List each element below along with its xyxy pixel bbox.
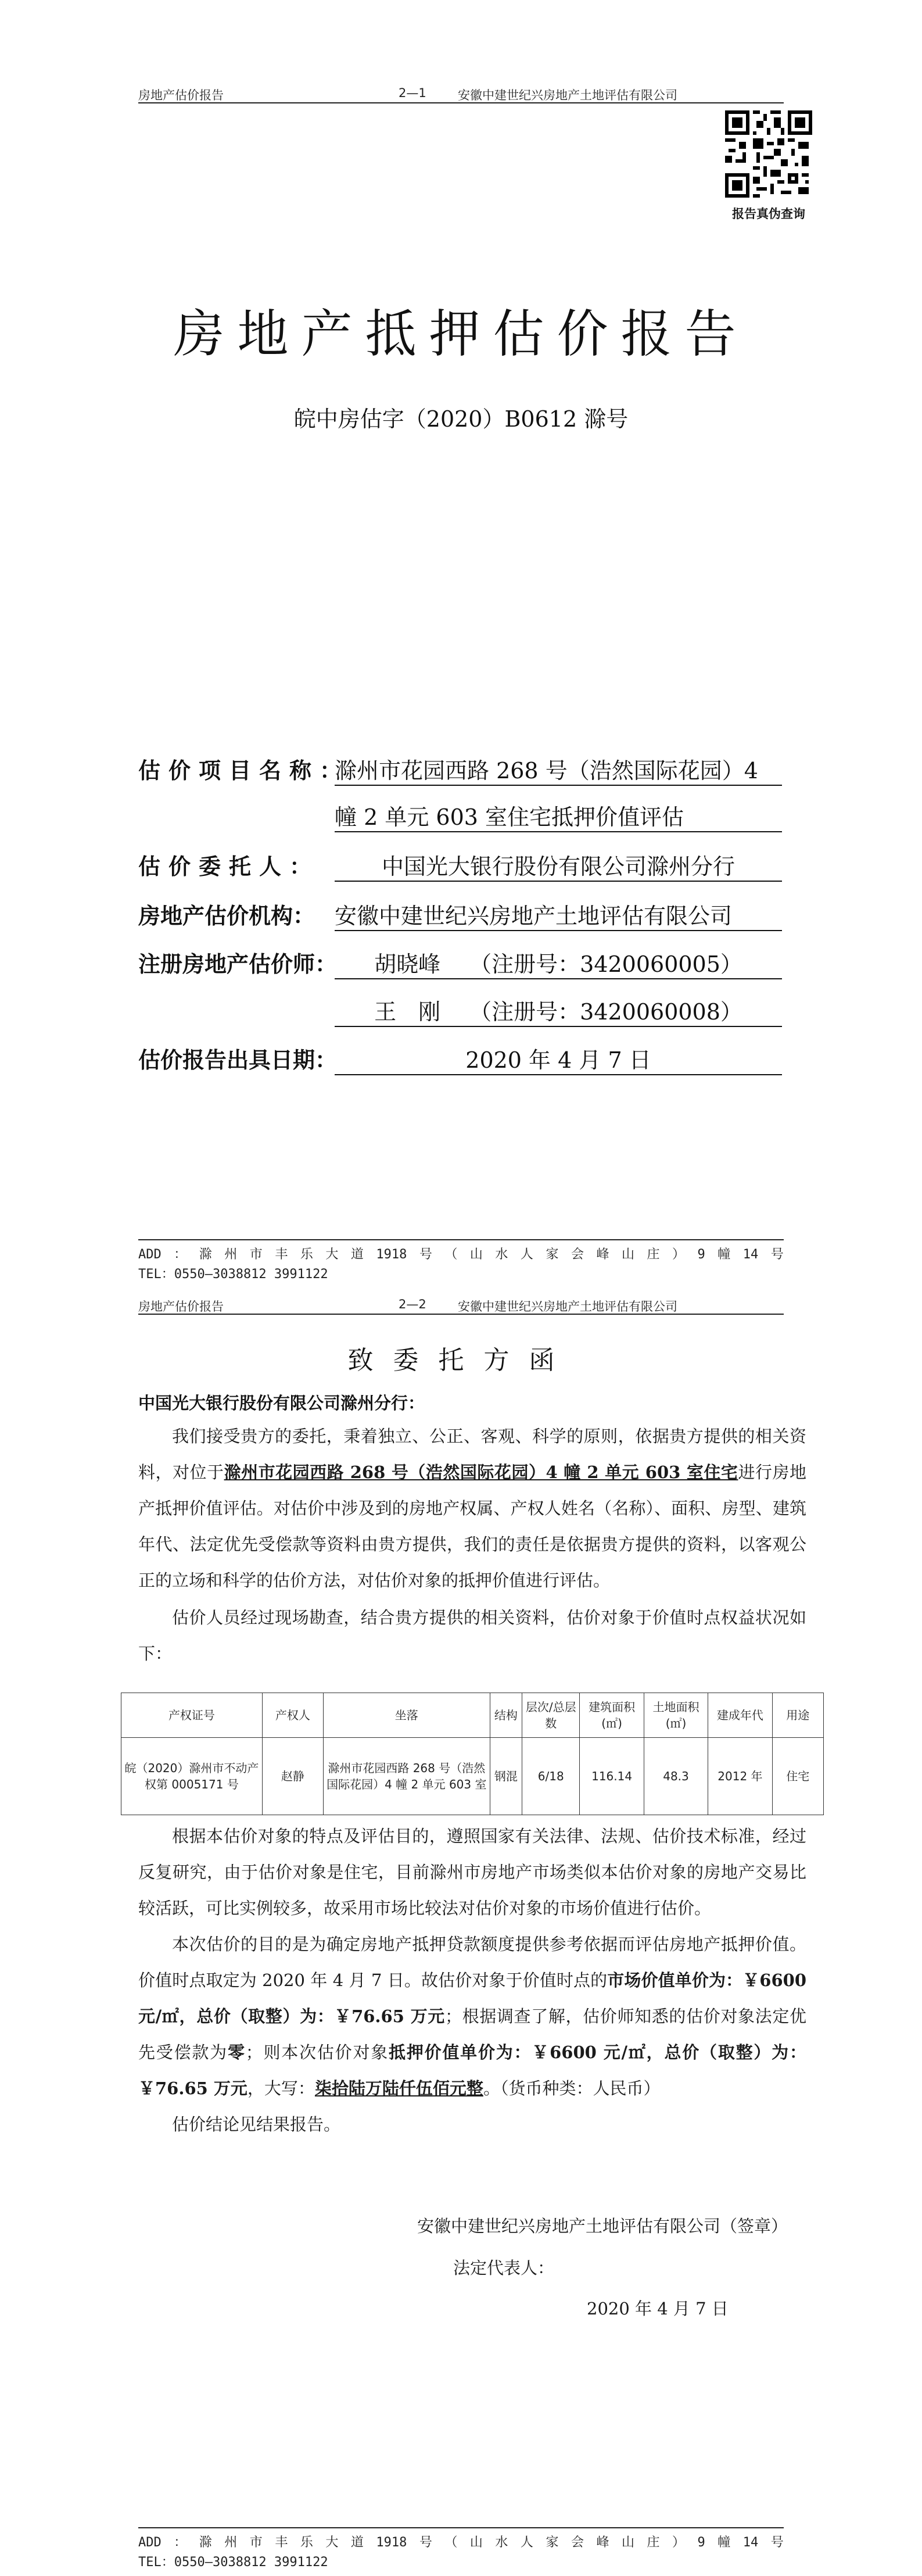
property-table <box>121 1693 824 1815</box>
header-company: 安徽中建世纪兴房地产土地评估有限公司 <box>458 1300 677 1314</box>
letter-paragraph-5 <box>138 2106 806 2142</box>
qr-code-icon[interactable] <box>725 110 812 198</box>
table-header-cell: 层次/总层数 <box>522 1693 580 1738</box>
p3-text: 根据本估价对象的特点及评估目的，遵照国家有关法律、法规、估价技术标准，经过反复研究，由于估价对象是住宅，目前滁州市房地产市场类似本估价对象的房地产交易比较活跃，可比实例较多，故采用市场比较法对估价对象的市场价值进行估价。 <box>138 1826 806 1918</box>
table-header-cell: 土地面积(㎡) <box>644 1693 708 1738</box>
footer-address-part: 道 <box>350 1247 364 1262</box>
footer-address-part: 丰 <box>275 2535 288 2550</box>
project-value-line2: 幢 2 单元 603 室住宅抵押价值评估 <box>335 799 782 832</box>
project-value-line1: 滁州市花园西路 268 号（浩然国际花园）4 <box>335 753 782 786</box>
footer-address-part: 山 <box>621 2535 634 2550</box>
header-left: 房地产估价报告 <box>138 1300 224 1314</box>
table-cell: 6/18 <box>522 1738 580 1815</box>
client-label: 估价委托人： <box>138 853 320 879</box>
footer-address-part: 1918 <box>376 1247 407 1262</box>
footer-address-part: 大 <box>325 2535 339 2550</box>
market-value: 市场价值单价为：￥6600 元/㎡，总价（取整）为：￥76.65 万元 <box>138 1970 807 2026</box>
p4-text-e: ；则本次估价对象 <box>245 2042 389 2062</box>
footer-address-part: ： <box>174 2535 187 2550</box>
footer-address-part: 州 <box>224 1247 238 1262</box>
footer-address-part: 庄 <box>647 2535 660 2550</box>
footer-address-part: 道 <box>350 2535 364 2550</box>
page-header <box>138 86 784 103</box>
footer-address-part: 号 <box>770 2535 784 2550</box>
header-company: 安徽中建世纪兴房地产土地评估有限公司 <box>458 88 677 102</box>
footer-address-part: 乐 <box>300 1247 313 1262</box>
footer-address-part: 市 <box>249 1247 263 1262</box>
appraiser-label: 注册房地产估价师： <box>138 951 338 977</box>
p5-text: 估价结论见结果报告。 <box>172 2115 341 2134</box>
footer-address-part: 市 <box>249 2535 263 2550</box>
footer-address-part: （ <box>444 1247 458 1262</box>
header-page-number: 2—1 <box>399 86 426 100</box>
footer-address-part: 峰 <box>596 1247 609 1262</box>
appraiser-1: 胡晓峰 （注册号：3420060005） <box>335 946 782 979</box>
report-title: 房地产抵押估价报告 <box>173 304 749 364</box>
table-cell: 48.3 <box>644 1738 708 1815</box>
footer-address-part: （ <box>444 2535 458 2550</box>
footer-address-part: 人 <box>520 1247 533 1262</box>
footer-address-part: 滁 <box>199 1247 212 1262</box>
table-cell: 滁州市花园西路 268 号（浩然国际花园）4 幢 2 单元 603 室 <box>323 1738 490 1815</box>
table-header-row <box>121 1693 824 1738</box>
footer-address-part: 丰 <box>275 1247 288 1262</box>
footer-address-part: 号 <box>419 2535 432 2550</box>
table-cell: 2012 年 <box>708 1738 772 1815</box>
letter-salutation: 中国光大银行股份有限公司滁州分行： <box>138 1393 425 1413</box>
footer-address-part: 山 <box>621 1247 634 1262</box>
footer-address-part: 人 <box>520 2535 533 2550</box>
page-footer <box>138 2527 784 2573</box>
footer-address-part: 9 <box>697 1247 705 1262</box>
footer-tel: TEL：0550—3038812 3991122 <box>138 1267 328 1282</box>
report-number: 皖中房估字（2020）B0612 滁号 <box>293 406 629 432</box>
table-header-cell: 产权证号 <box>121 1693 263 1738</box>
table-cell: 住宅 <box>772 1738 823 1815</box>
table-header-cell: 建筑面积(㎡) <box>580 1693 644 1738</box>
footer-address-part: 9 <box>697 2535 705 2550</box>
table-cell: 皖（2020）滁州市不动产权第 0005171 号 <box>121 1738 263 1815</box>
agency-value: 安徽中建世纪兴房地产土地评估有限公司 <box>335 898 782 931</box>
letter-title: 致委托方函 <box>347 1346 575 1375</box>
legal-representative: 法定代表人： <box>453 2258 555 2278</box>
letter-paragraph-4 <box>138 1926 806 2106</box>
page-header <box>138 1297 784 1315</box>
footer-address-part: 号 <box>419 1247 432 1262</box>
footer-address-part: 峰 <box>596 2535 609 2550</box>
table-header-cell: 用途 <box>772 1693 823 1738</box>
footer-address <box>138 2533 784 2553</box>
footer-address-part: 家 <box>546 1247 559 1262</box>
table-cell: 116.14 <box>580 1738 644 1815</box>
date-value: 2020 年 4 月 7 日 <box>335 1042 782 1075</box>
footer-address-part: 幢 <box>717 2535 731 2550</box>
footer-address-part: 乐 <box>300 2535 313 2550</box>
letter-paragraph-1 <box>138 1418 806 1598</box>
footer-address-part: 14 <box>742 2535 759 2550</box>
p1-text-a: 我们接受贵方的委托，秉着独立、公正、客观、科学的原则，依据贵方提供的相关资料，对位于 <box>138 1426 806 1482</box>
property-address: 滁州市花园西路 268 号（浩然国际花园）4 幢 2 单元 603 室住宅 <box>224 1462 738 1482</box>
table-cell: 赵静 <box>262 1738 323 1815</box>
p2-text: 估价人员经过现场勘查，结合贵方提供的相关资料，估价对象于价值时点权益状况如下： <box>138 1608 806 1663</box>
agency-label: 房地产估价机构： <box>138 903 315 929</box>
footer-address-part: 幢 <box>717 1247 731 1262</box>
p4-text-a: 本次估价的目的是为确定房地产抵押贷款额度提供参考依据而评估房地产抵押价值。价值时点取定为 2020 年 4 月 7 日。故估价对象于价值时点的 <box>138 1934 806 1990</box>
footer-address-part: ： <box>174 1247 187 1262</box>
footer-address-part: 山 <box>469 2535 483 2550</box>
p4-text-g: ，大写： <box>247 2078 315 2098</box>
footer-address-part: 1918 <box>376 2535 407 2550</box>
footer-address-part: 家 <box>546 2535 559 2550</box>
qr-block[interactable] <box>725 110 812 222</box>
footer-address-part: 号 <box>770 1247 784 1262</box>
table-cell: 钢混 <box>490 1738 522 1815</box>
qr-caption: 报告真伪查询 <box>732 207 805 221</box>
footer-address-part: 会 <box>571 2535 584 2550</box>
footer-address-part: ADD <box>138 2535 162 2550</box>
p4-text-i: 。（货币种类：人民币） <box>483 2078 661 2098</box>
footer-address-part: 州 <box>224 2535 238 2550</box>
footer-address-part: 大 <box>325 1247 339 1262</box>
footer-address-part: 14 <box>742 1247 759 1262</box>
p1-text-c: 进行房地产抵押价值评估。对估价中涉及到的房地产权属、产权人姓名（名称）、面积、房型、建筑年代、法定优先受偿款等资料由贵方提供，我们的责任是依据贵方提供的资料，以客观公正的立场和科学的估价方法，对估价对象的抵押价值进行评估。 <box>138 1462 806 1590</box>
priority-claim: 零 <box>227 2042 246 2062</box>
appraiser-2: 王 刚 （注册号：3420060008） <box>335 994 782 1027</box>
company-signature: 安徽中建世纪兴房地产土地评估有限公司（签章） <box>417 2216 788 2236</box>
page-footer <box>138 1239 784 1285</box>
project-label: 估价项目名称： <box>138 757 350 783</box>
client-value: 中国光大银行股份有限公司滁州分行 <box>335 849 782 882</box>
amount-in-words: 柒拾陆万陆仟伍佰元整 <box>314 2078 483 2098</box>
footer-address-part: 山 <box>469 1247 483 1262</box>
footer-tel: TEL：0550—3038812 3991122 <box>138 2555 328 2570</box>
table-row <box>121 1738 824 1815</box>
footer-address-part: 会 <box>571 1247 584 1262</box>
header-left: 房地产估价报告 <box>138 88 224 102</box>
footer-address-part: 水 <box>495 2535 508 2550</box>
footer-address-part: 水 <box>495 1247 508 1262</box>
footer-address-part: 庄 <box>647 1247 660 1262</box>
sign-date: 2020 年 4 月 7 日 <box>587 2299 729 2319</box>
table-header-cell: 结构 <box>490 1693 522 1738</box>
mortgage-value: 抵押价值单价为：￥6600 元/㎡，总价（取整）为：￥76.65 万元 <box>138 2042 806 2098</box>
header-page-number: 2—2 <box>399 1297 426 1311</box>
table-header-cell: 坐落 <box>323 1693 490 1738</box>
footer-address-part: ） <box>672 1247 686 1262</box>
table-header-cell: 建成年代 <box>708 1693 772 1738</box>
footer-address-part: 滁 <box>199 2535 212 2550</box>
footer-address-part: ADD <box>138 1247 162 1262</box>
table-header-cell: 产权人 <box>262 1693 323 1738</box>
letter-paragraph-2 <box>138 1600 806 1672</box>
letter-paragraph-3 <box>138 1818 806 1926</box>
p4-text-c: ；根据调查了解，估价师知悉的估价对象法定优先受偿款为 <box>138 2006 806 2062</box>
footer-address-part: ） <box>672 2535 686 2550</box>
footer-address <box>138 1245 784 1265</box>
date-label: 估价报告出具日期： <box>138 1047 338 1073</box>
